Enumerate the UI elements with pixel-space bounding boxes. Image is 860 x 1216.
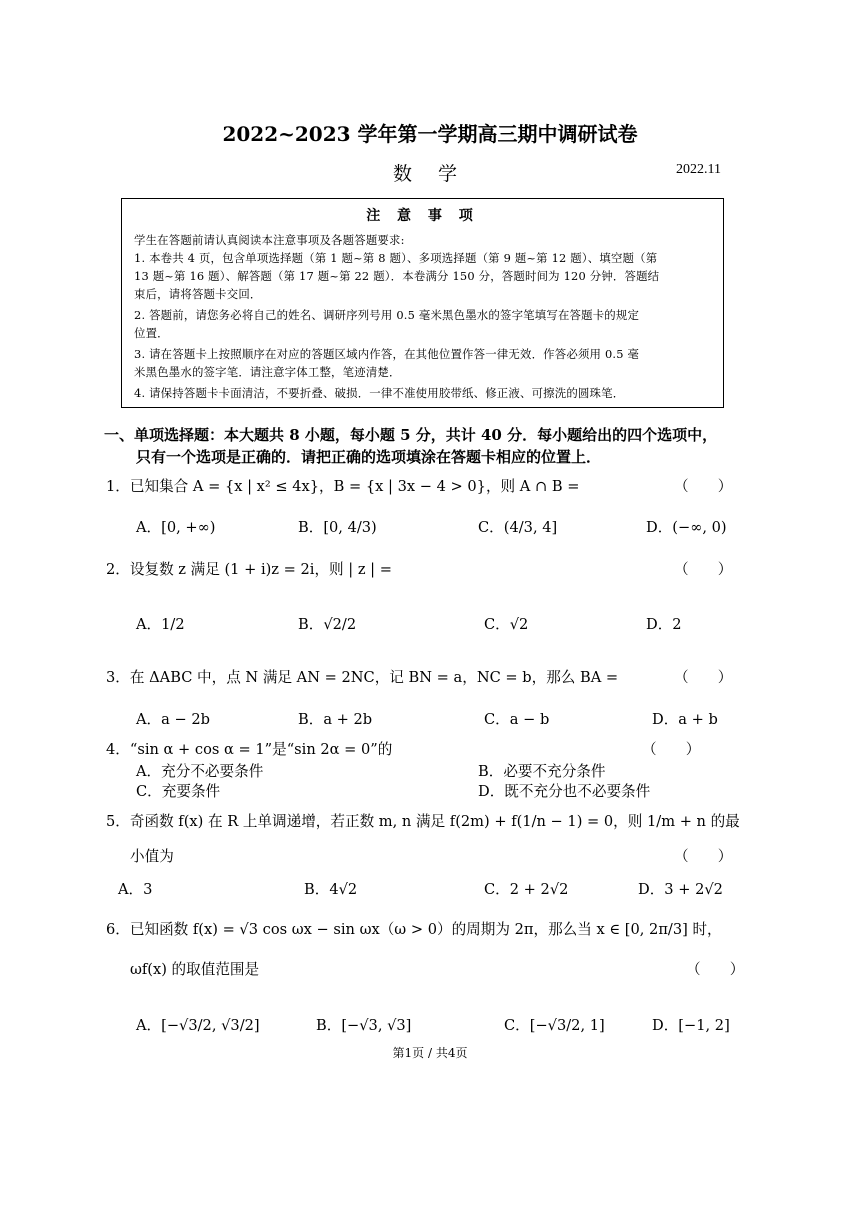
question-5-stem [106,810,740,831]
option-c: C．2 + 2√2 [484,881,569,898]
notice-line: 位置． [134,326,169,340]
question-text: 已知函数 f(x) = √3 cos ωx − sin ωx（ω > 0）的周期为 2π，那么当 x ∈ [0, 2π/3] 时， [129,921,722,938]
notice-line: 米黑色墨水的签字笔．请注意字体工整，笔迹清楚． [134,365,401,379]
question-5-stem-cont: 小值为 [130,848,174,865]
page-footer: 第1页 / 共4页 [392,1046,468,1060]
notice-line: 束后，请将答题卡交回． [134,287,262,301]
answer-blank: （ ） [674,561,733,578]
question-text: 已知集合 A = {x | x² ≤ 4x}，B = {x | 3x − 4 > 0}，则 A ∩ B = [129,478,580,495]
exam-title: 2022~2023 学年第一学期高三期中调研试卷 [222,122,638,146]
question-1-stem [106,475,579,496]
option-a: A．1/2 [136,616,185,633]
option-c: C．√2 [484,616,529,633]
option-a: A．[0, +∞) [136,519,216,536]
question-3-stem [106,666,618,687]
option-b: B．必要不充分条件 [478,763,606,780]
question-text: 奇函数 f(x) 在 R 上单调递增，若正数 m, n 满足 f(2m) + f(1/n − 1) = 0，则 1/m + n 的最 [129,813,740,830]
question-4-stem [106,738,392,759]
question-number: 4． [106,741,130,758]
option-d: D．2 [646,616,682,633]
option-d: D．既不充分也不必要条件 [478,783,651,800]
exam-date: 2022.11 [676,162,721,177]
option-b: B．[−√3, √3] [316,1017,412,1034]
question-6-stem [106,918,722,939]
notice-line: 1. 本卷共 4 页，包含单项选择题（第 1 题~第 8 题）、多项选择题（第 9 题~第 12 题）、填空题（第 [134,251,658,265]
answer-blank: （ ） [642,741,701,758]
option-b: B．a + 2b [298,711,373,728]
notice-line: 4. 请保持答题卡卡面清洁，不要折叠、破损．一律不准使用胶带纸、修正液、可擦洗的圆珠笔． [134,386,625,400]
notice-line: 学生在答题前请认真阅读本注意事项及各题答题要求: [134,233,405,247]
section-heading-cont: 只有一个选项是正确的．请把正确的选项填涂在答题卡相应的位置上． [136,448,602,466]
question-number: 6． [106,921,130,938]
question-text: 设复数 z 满足 (1 + i)z = 2i，则 | z | = [129,561,392,578]
question-number: 3． [106,669,130,686]
answer-blank: （ ） [686,961,745,978]
notice-box [121,198,724,408]
question-number: 1． [106,478,130,495]
question-text: “sin α + cos α = 1”是“sin 2α = 0”的 [129,741,393,758]
option-d: D．a + b [652,711,718,728]
section-heading: 一、单项选择题：本大题共 8 小题，每小题 5 分，共计 40 分．每小题给出的四个选项中， [104,426,718,444]
option-d: D．(−∞, 0) [646,519,727,536]
option-c: C．充要条件 [136,783,221,800]
question-number: 5． [106,813,130,830]
option-b: B．[0, 4/3) [298,519,377,536]
option-d: D．3 + 2√2 [638,881,723,898]
option-a: A．3 [118,881,153,898]
notice-line: 3. 请在答题卡上按照顺序在对应的答题区域内作答，在其他位置作答一律无效．作答必须用 0.5 毫 [134,347,640,361]
notice-line: 13 题~第 16 题）、解答题（第 17 题~第 22 题）．本卷满分 150 分，答题时间为 120 分钟．答题结 [134,269,660,283]
notice-line: 2. 答题前，请您务必将自己的姓名、调研序列号用 0.5 毫米黑色墨水的签字笔填写在答题卡的规定 [134,308,640,322]
subject-title: 数 学 [392,163,468,185]
answer-blank: （ ） [674,848,733,865]
notice-title: 注 意 事 项 [366,208,479,224]
option-a: A．[−√3/2, √3/2] [136,1017,260,1034]
option-b: B．√2/2 [298,616,357,633]
option-c: C．a − b [484,711,550,728]
option-b: B．4√2 [304,881,358,898]
question-2-stem [106,558,392,579]
answer-blank: （ ） [674,669,733,686]
option-c: C．(4/3, 4] [478,519,558,536]
question-6-stem-cont: ωf(x) 的取值范围是 [130,961,260,978]
option-a: A．a − 2b [136,711,210,728]
question-text: 在 ΔABC 中，点 N 满足 AN = 2NC，记 BN = a，NC = b，那么 BA = [129,669,619,686]
option-a: A．充分不必要条件 [136,763,264,780]
question-number: 2． [106,561,130,578]
option-d: D．[−1, 2] [652,1017,730,1034]
answer-blank: （ ） [674,478,733,495]
option-c: C．[−√3/2, 1] [504,1017,605,1034]
